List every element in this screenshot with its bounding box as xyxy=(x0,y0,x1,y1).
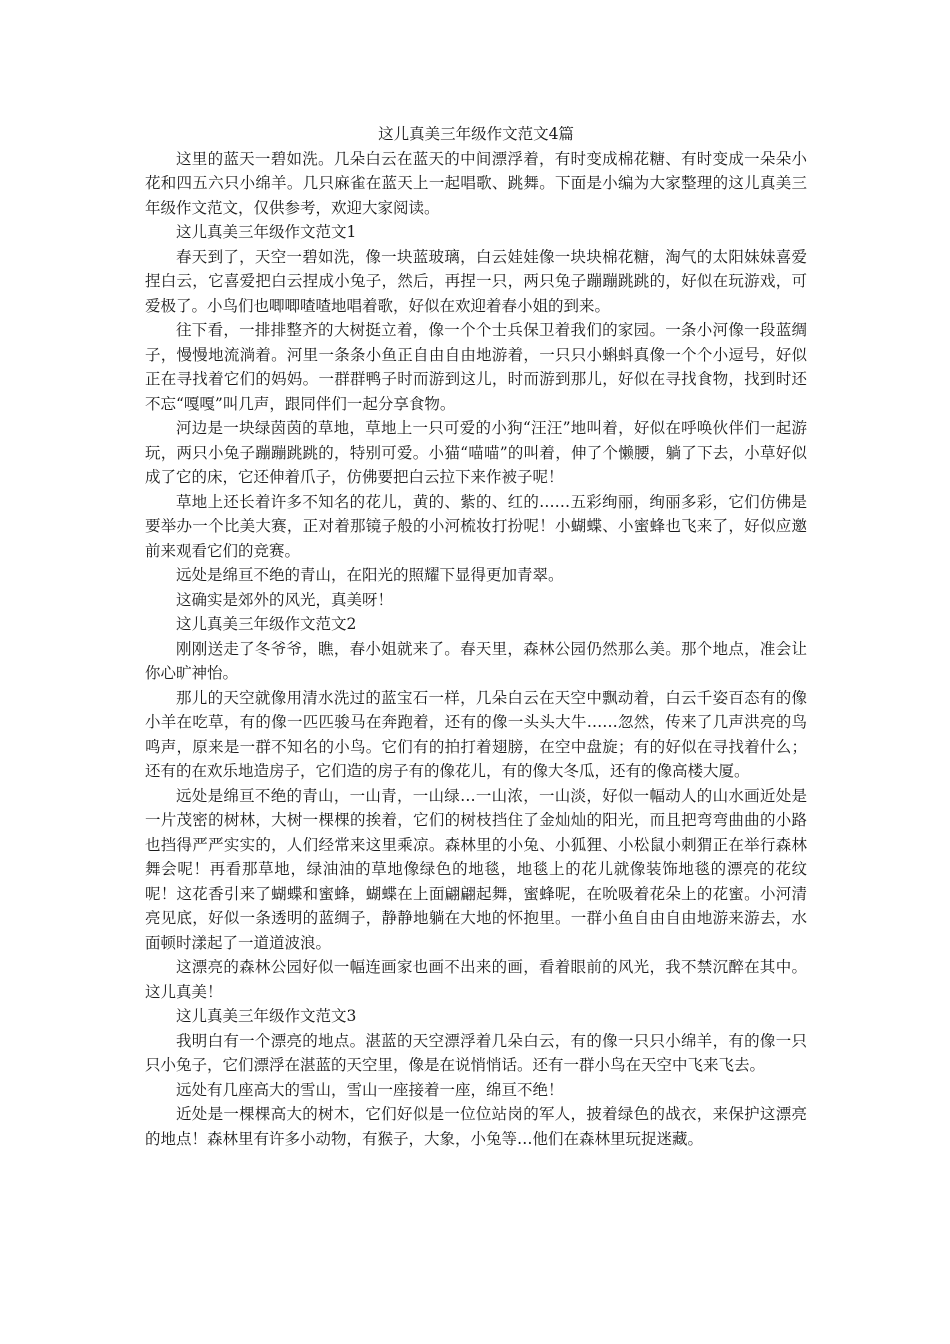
section-heading-2: 这儿真美三年级作文范文2 xyxy=(176,615,357,633)
paragraph: 这漂亮的森林公园好似一幅连画家也画不出来的画，看着眼前的风光，我不禁沉醉在其中。这儿真美！ xyxy=(145,958,807,1001)
document-title: 这儿真美三年级作文范文4篇 xyxy=(378,125,574,143)
paragraph: 这确实是郊外的风光，真美呀！ xyxy=(176,590,394,609)
paragraph: 远处是绵亘不绝的青山，在阳光的照耀下显得更加青翠。 xyxy=(176,566,564,584)
paragraph: 我明白有一个漂亮的地点。湛蓝的天空漂浮着几朵白云，有的像一只只小绵羊，有的像一只只小兔子，它们漂浮在湛蓝的天空里，像是在说悄悄话。还有一群小鸟在天空中飞来飞去。 xyxy=(145,1031,807,1074)
section-heading-1: 这儿真美三年级作文范文1 xyxy=(176,223,357,241)
document-page xyxy=(145,122,807,1151)
paragraph: 远处有几座高大的雪山，雪山一座接着一座，绵亘不绝！ xyxy=(176,1080,564,1099)
intro-paragraph: 这里的蓝天一碧如洗。几朵白云在蓝天的中间漂浮着，有时变成棉花糖、有时变成一朵朵小花和四五六只小绵羊。几只麻雀在蓝天上一起唱歌、跳舞。下面是小编为大家整理的这儿真美三年级作文范文，仅供参考，欢迎大家阅读。 xyxy=(145,149,807,217)
paragraph: 河边是一块绿茵茵的草地，草地上一只可爱的小狗“汪汪”地叫着，好似在呼唤伙伴们一起游玩，两只小兔子蹦蹦跳跳的，特别可爱。小猫“喵喵”的叫着，伸了个懒腰，躺了下去，小草好似成了它的床，它还伸着爪子，仿佛要把白云拉下来作被子呢！ xyxy=(145,419,807,486)
paragraph: 刚刚送走了冬爷爷，瞧，春小姐就来了。春天里，森林公园仍然那么美。那个地点，准会让你心旷神怡。 xyxy=(145,639,807,682)
paragraph: 远处是绵亘不绝的青山，一山青，一山绿…一山浓，一山淡，好似一幅动人的山水画近处是一片茂密的树林，大树一棵棵的挨着，它们的树枝挡住了金灿灿的阳光，而且把弯弯曲曲的小路也挡得严严实实的，人们经常来这里乘凉。森林里的小兔、小狐狸、小松鼠小刺猬正在举行森林舞会呢！再看那草地，绿油油的草地像绿色的地毯，地毯上的花儿就像装饰地毯的漂亮的花纹呢！这花香引来了蝴蝶和蜜蜂，蝴蝶在上面翩翩起舞，蜜蜂呢，在吮吸着花朵上的花蜜。小河清亮见底，好似一条透明的蓝绸子，静静地躺在大地的怀抱里。一群小鱼自由自由地游来游去，水面顿时漾起了一道道波浪。 xyxy=(145,786,807,952)
paragraph: 草地上还长着许多不知名的花儿，黄的、紫的、红的……五彩绚丽，绚丽多彩，它们仿佛是要举办一个比美大赛，正对着那镜子般的小河梳妆打扮呢！小蝴蝶、小蜜蜂也飞来了，好似应邀前来观看它们的竞赛。 xyxy=(145,492,807,560)
paragraph: 往下看，一排排整齐的大树挺立着，像一个个士兵保卫着我们的家园。一条小河像一段蓝绸子，慢慢地流淌着。河里一条条小鱼正自由自由地游着，一只只小蝌蚪真像一个个小逗号，好似正在寻找着它们的妈妈。一群群鸭子时而游到这儿，时而游到那儿，好似在寻找食物，找到时还不忘“嘎嘎”叫几声，跟同伴们一起分享食物。 xyxy=(145,321,807,413)
paragraph: 春天到了，天空一碧如洗，像一块蓝玻璃，白云娃娃像一块块棉花糖，淘气的太阳妹妹喜爱捏白云，它喜爱把白云捏成小兔子，然后，再捏一只，两只兔子蹦蹦跳跳的，好似在玩游戏，可爱极了。小鸟们也唧唧喳喳地唱着歌，好似在欢迎着春小姐的到来。 xyxy=(145,247,807,315)
section-heading-3: 这儿真美三年级作文范文3 xyxy=(176,1007,357,1025)
paragraph: 近处是一棵棵高大的树木，它们好似是一位位站岗的军人，披着绿色的战衣，来保护这漂亮的地点！森林里有许多小动物，有猴子，大象，小兔等…他们在森林里玩捉迷藏。 xyxy=(145,1105,807,1148)
paragraph: 那儿的天空就像用清水洗过的蓝宝石一样，几朵白云在天空中飘动着，白云千姿百态有的像小羊在吃草，有的像一匹匹骏马在奔跑着，还有的像一头头大牛……忽然，传来了几声洪亮的鸟鸣声，原来是一群不知名的小鸟。它们有的拍打着翅膀，在空中盘旋；有的好似在寻找着什么；还有的在欢乐地造房子，它们造的房子有的像花儿，有的像大冬瓜，还有的像高楼大厦。 xyxy=(145,688,807,780)
